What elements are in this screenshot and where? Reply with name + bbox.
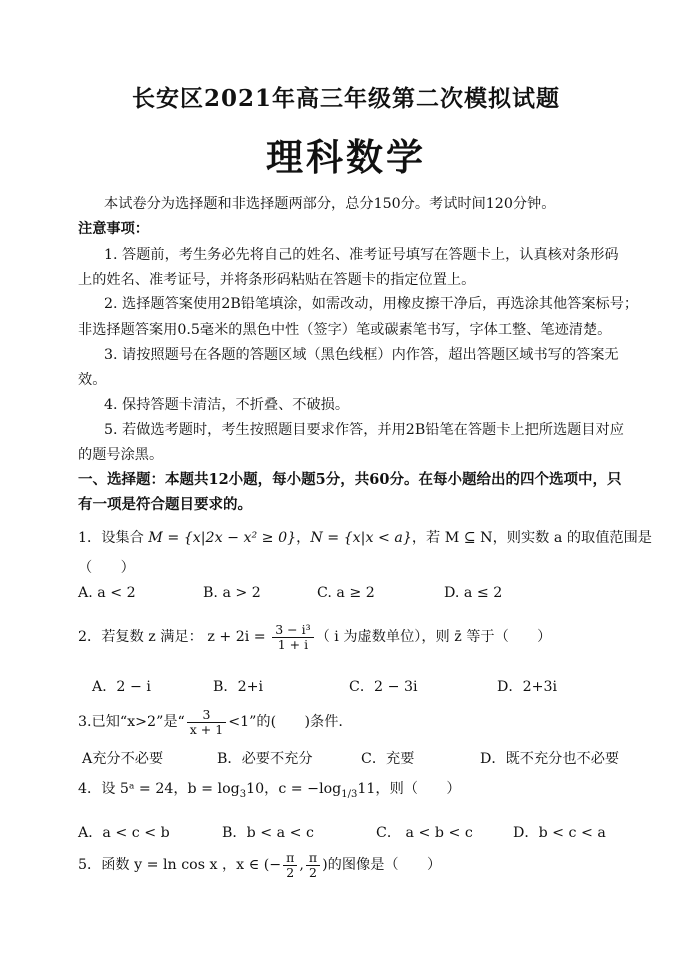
exam-subject: 理科数学 [266, 135, 426, 179]
q2-tail: （ i 为虚数单位），则 z̄ 等于（ ） [315, 629, 552, 645]
notice-item: 1. 答题前，考生务必先将自己的姓名、准考证号填写在答题卡上，认真核对条形码 [104, 247, 619, 263]
q2-option-b: B．2+i [213, 679, 264, 695]
notice-item: 非选择题答案用0.5毫米的黑色中性（签字）笔或碳素笔书写，字体工整、笔迹清楚。 [78, 322, 612, 338]
q4-mid: 10，c = −log [246, 781, 342, 797]
q3-tail: <1”的( )条件. [228, 714, 343, 730]
q4-tail: 11，则（ ） [357, 781, 461, 797]
q4-base-b: 3 [239, 789, 247, 800]
q3-option-b: B．必要不充分 [217, 751, 313, 767]
q5-fraction-left [283, 851, 297, 880]
q4-option-a: A．a < c < b [78, 825, 170, 841]
q3-option-a: A充分不必要 [82, 751, 164, 767]
q1-sep: ， [296, 530, 311, 546]
q3-denominator: x + 1 [189, 721, 224, 737]
q3-prefix: 3.已知“x>2”是“ [78, 714, 185, 730]
q5-right-numerator: π [306, 851, 320, 866]
notice-item: 3. 请按照题号在各题的答题区域（黑色线框）内作答，超出答题区域书写的答案无 [104, 347, 619, 363]
question-1 [78, 528, 652, 548]
q5-right-denominator: 2 [309, 864, 317, 880]
notice-item: 2. 选择题答案使用2B铅笔填涂，如需改动，用橡皮擦干净后，再选涂其他答案标号； [104, 296, 639, 312]
section-heading-cont: 有一项是符合题目要求的。 [78, 496, 252, 513]
q5-left-denominator: 2 [286, 864, 295, 880]
question-4 [78, 779, 618, 805]
q1-prefix: 1．设集合 [78, 530, 149, 546]
q4-prefix: 4．设 5ᵃ = 24，b = log [78, 781, 240, 797]
q4-option-c: C． a < b < c [376, 825, 473, 841]
notice-item: 上的姓名、准考证号，并将条形码粘贴在答题卡的指定位置上。 [78, 272, 476, 288]
q5-mid: , [299, 857, 304, 873]
q5-tail: )的图像是（ ） [322, 857, 442, 873]
q5-fraction-right [306, 851, 320, 880]
notice-item: 4. 保持答题卡清洁，不折叠、不破损。 [104, 397, 350, 413]
q4-base-c: 1/3 [341, 789, 358, 800]
q2-denominator: 1 + i [277, 636, 309, 652]
notice-item: 效。 [78, 372, 107, 388]
q2-prefix: 2．若复数 z 满足： z + 2i = [78, 629, 271, 645]
q4-option-d: D．b < c < a [513, 825, 606, 841]
notice-item: 的题号涂黑。 [78, 447, 164, 463]
question-5 [78, 848, 618, 882]
q2-option-d: D．2+3i [497, 679, 558, 695]
exam-intro: 本试卷分为选择题和非选择题两部分，总分150分。考试时间120分钟。 [104, 196, 556, 212]
question-2 [78, 620, 618, 654]
notice-item: 5. 若做选考题时，考生按照题目要求作答，并用2B铅笔在答题卡上把所选题目对应 [104, 422, 624, 438]
q2-option-c: C．2 − 3i [349, 679, 418, 695]
q5-prefix: 5．函数 y = ln cos x ，x ∈ (− [78, 857, 282, 873]
q5-left-numerator: π [283, 851, 297, 866]
q3-option-d: D．既不充分也不必要 [480, 751, 620, 767]
q1-tail: ，若 M ⊆ N，则实数 a 的取值范围是 [411, 530, 652, 546]
notice-heading: 注意事项： [78, 221, 149, 237]
q2-numerator: 3 − i³ [272, 623, 313, 638]
q1-option-c: C. a ≥ 2 [317, 585, 375, 601]
q2-option-a: A．2 − i [92, 679, 151, 695]
q4-option-b: B．b < a < c [222, 825, 314, 841]
q1-set-m: M = {x|2x − x² ≥ 0} [148, 530, 297, 546]
section-heading: 一、选择题：本题共12小题，每小题5分，共60分。在每小题给出的四个选项中，只 [78, 471, 622, 488]
q3-fraction [187, 708, 226, 737]
question-3 [78, 705, 618, 739]
q1-option-a: A. a < 2 [78, 585, 136, 601]
q2-fraction [272, 623, 313, 652]
q3-option-c: C．充要 [361, 751, 415, 767]
q3-numerator: 3 [187, 708, 226, 723]
q1-answer-bracket: （ ） [78, 560, 135, 576]
q1-option-d: D. a ≤ 2 [444, 585, 503, 601]
q1-option-b: B. a > 2 [203, 585, 261, 601]
q1-set-n: N = {x|x < a} [310, 530, 412, 546]
exam-title: 长安区2021年高三年级第二次模拟试题 [131, 85, 560, 112]
